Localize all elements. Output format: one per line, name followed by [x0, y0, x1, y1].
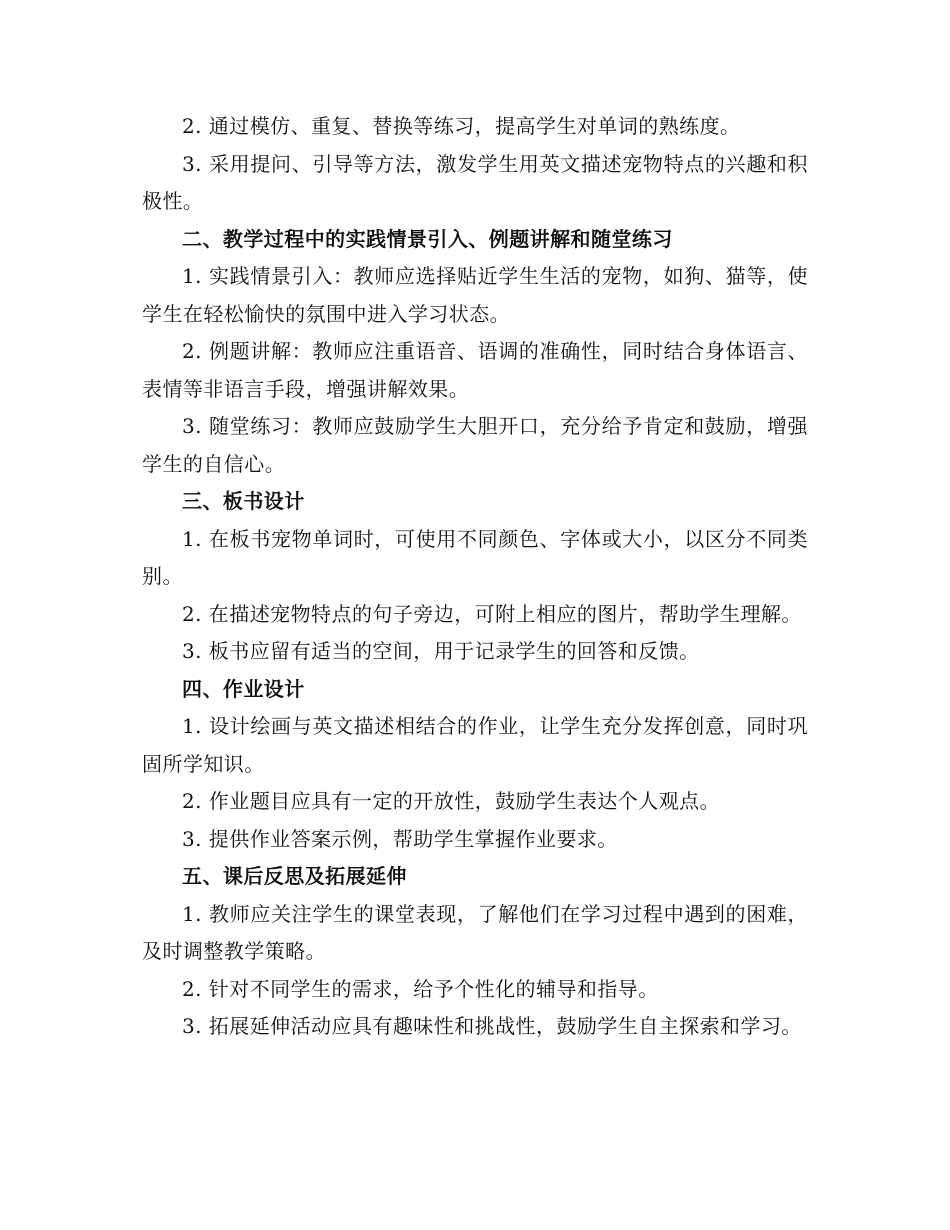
paragraph-3-questioning: 3. 采用提问、引导等方法，激发学生用英文描述宠物特点的兴趣和积极性。: [142, 151, 808, 213]
section-heading-4: 四、作业设计: [182, 676, 305, 701]
document-body: [142, 108, 808, 1046]
section-heading-2: 二、教学过程中的实践情景引入、例题讲解和随堂练习: [182, 226, 673, 251]
section-heading-5: 五、课后反思及拓展延伸: [182, 864, 407, 888]
section-heading-3: 三、板书设计: [182, 489, 305, 513]
paragraph-board-colors: 1. 在板书宠物单词时，可使用不同颜色、字体或大小，以区分不同类别。: [142, 526, 808, 588]
paragraph-homework-examples: 3. 提供作业答案示例，帮助学生掌握作业要求。: [182, 826, 618, 851]
paragraph-classroom-practice: 3. 随堂练习：教师应鼓励学生大胆开口，充分给予肯定和鼓励，增强学生的自信心。: [142, 414, 808, 476]
paragraph-2-practice: 2. 通过模仿、重复、替换等练习，提高学生对单词的熟练度。: [182, 114, 741, 138]
paragraph-board-pictures: 2. 在描述宠物特点的句子旁边，可附上相应的图片，帮助学生理解。: [182, 601, 802, 626]
paragraph-example-explanation: 2. 例题讲解：教师应注重语音、语调的准确性，同时结合身体语言、表情等非语言手段，增强讲解效果。: [142, 339, 808, 401]
paragraph-homework-openness: 2. 作业题目应具有一定的开放性，鼓励学生表达个人观点。: [182, 789, 721, 813]
paragraph-extension-activities: 3. 拓展延伸活动应具有趣味性和挑战性，鼓励学生自主探索和学习。: [182, 1014, 802, 1038]
paragraph-scenario-intro: 1. 实践情景引入：教师应选择贴近学生生活的宠物，如狗、猫等，使学生在轻松愉快的氛围中进入学习状态。: [142, 264, 808, 326]
paragraph-board-space: 3. 板书应留有适当的空间，用于记录学生的回答和反馈。: [182, 639, 700, 663]
paragraph-reflection-individual: 2. 针对不同学生的需求，给予个性化的辅导和指导。: [182, 976, 659, 1001]
paragraph-reflection-performance: 1. 教师应关注学生的课堂表现，了解他们在学习过程中遇到的困难，及时调整教学策略。: [142, 901, 808, 963]
paragraph-homework-drawing: 1. 设计绘画与英文描述相结合的作业，让学生充分发挥创意，同时巩固所学知识。: [142, 714, 808, 776]
